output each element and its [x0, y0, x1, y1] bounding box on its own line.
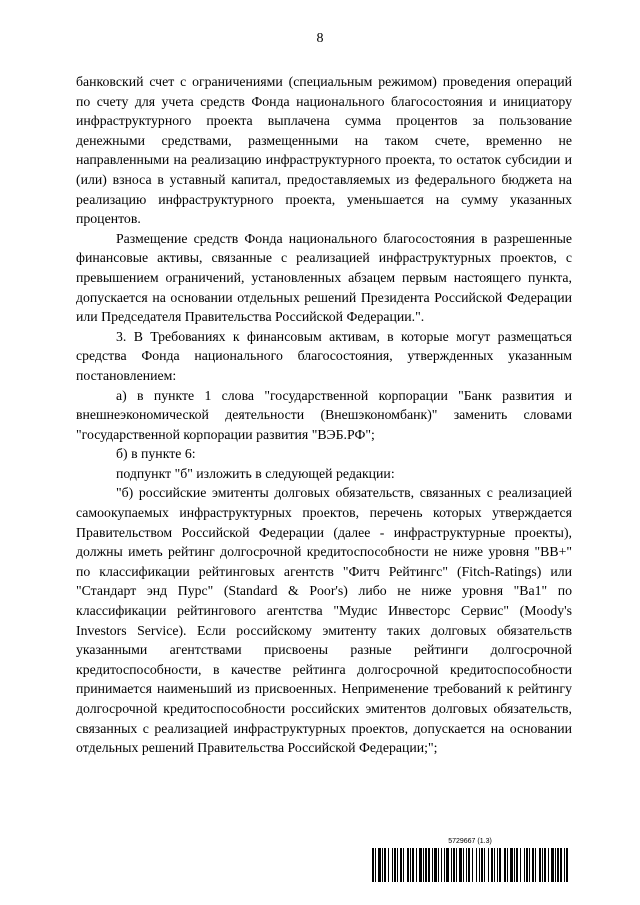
- barcode-label: 5729667 (1.3): [448, 838, 492, 845]
- page-number: 8: [316, 31, 324, 46]
- paragraph-subitem-b: б) в пункте 6:: [116, 446, 196, 462]
- paragraph-placement: Размещение средств Фонда национального благосостояния в разрешенные финансовые активы, связанные с реализацией инфраструктурных проектов, с превышением ограничений, установленных абзацем первым настоящего пункта, допускается на основании отдельных решений Президента Российской Федерации или Председателя Правительства Российской Федерации.".: [76, 230, 572, 325]
- paragraph-item-3: 3. В Требованиях к финансовым активам, в которые могут размещаться средства Фонда национального благосостояния, утвержденных указанным постановлением:: [76, 328, 572, 383]
- barcode-image: [370, 848, 570, 882]
- paragraph-subclause-b-text: "б) российские эмитенты долговых обязательств, связанных с реализацией самоокупаемых инфраструктурных проектов, перечень которых утверждается Правительством Российской Федерации (далее - инфраструктурные проекты), должны иметь рейтинг долгосрочной кредитоспособности не ниже уровня "BB+" по классификации рейтинговых агентств "Фитч Рейтингс" (Fitch-Ratings) или "Стандарт энд Пурс" (Standard & Poor's) либо не ниже уровня "Ba1" по классификации рейтингового агентства "Мудис Инвесторс Сервис" (Moody's Investors Service). Если российскому эмитенту таких долговых обязательств указанными агентствами присвоены разные рейтинги долгосрочной кредитоспособности, в качестве рейтинга долгосрочной кредитоспособности принимается наименьший из присвоенных. Неприменение требований к рейтингу долгосрочной кредитоспособности российских эмитентов долговых обязательств, связанных с реализацией инфраструктурных проектов, допускается на основании отдельных решений Правительства Российской Федерации;";: [76, 485, 572, 756]
- paragraph-continuation: банковский счет с ограничениями (специальным режимом) проведения операций по счету для учета средств Фонда национального благосостояния и инициатору инфраструктурного проекта выплачена сумма процентов за пользование денежными средствами, размещенными на таком счете, временно не направленными на реализацию инфраструктурного проекта, то остаток субсидии и (или) взноса в уставный капитал, предоставляемых из федерального бюджета на реализацию инфраструктурного проекта, уменьшается на сумму указанных процентов.: [76, 74, 572, 227]
- paragraph-subitem-a: а) в пункте 1 слова "государственной корпорации "Банк развития и внешнеэкономической деятельности (Внешэкономбанк)" заменить словами "государственной корпорации развития "ВЭБ.РФ";: [76, 387, 572, 442]
- document-barcode: [370, 838, 570, 882]
- document-body: [76, 72, 572, 758]
- paragraph-subclause-intro: подпункт "б" изложить в следующей редакции:: [116, 465, 395, 481]
